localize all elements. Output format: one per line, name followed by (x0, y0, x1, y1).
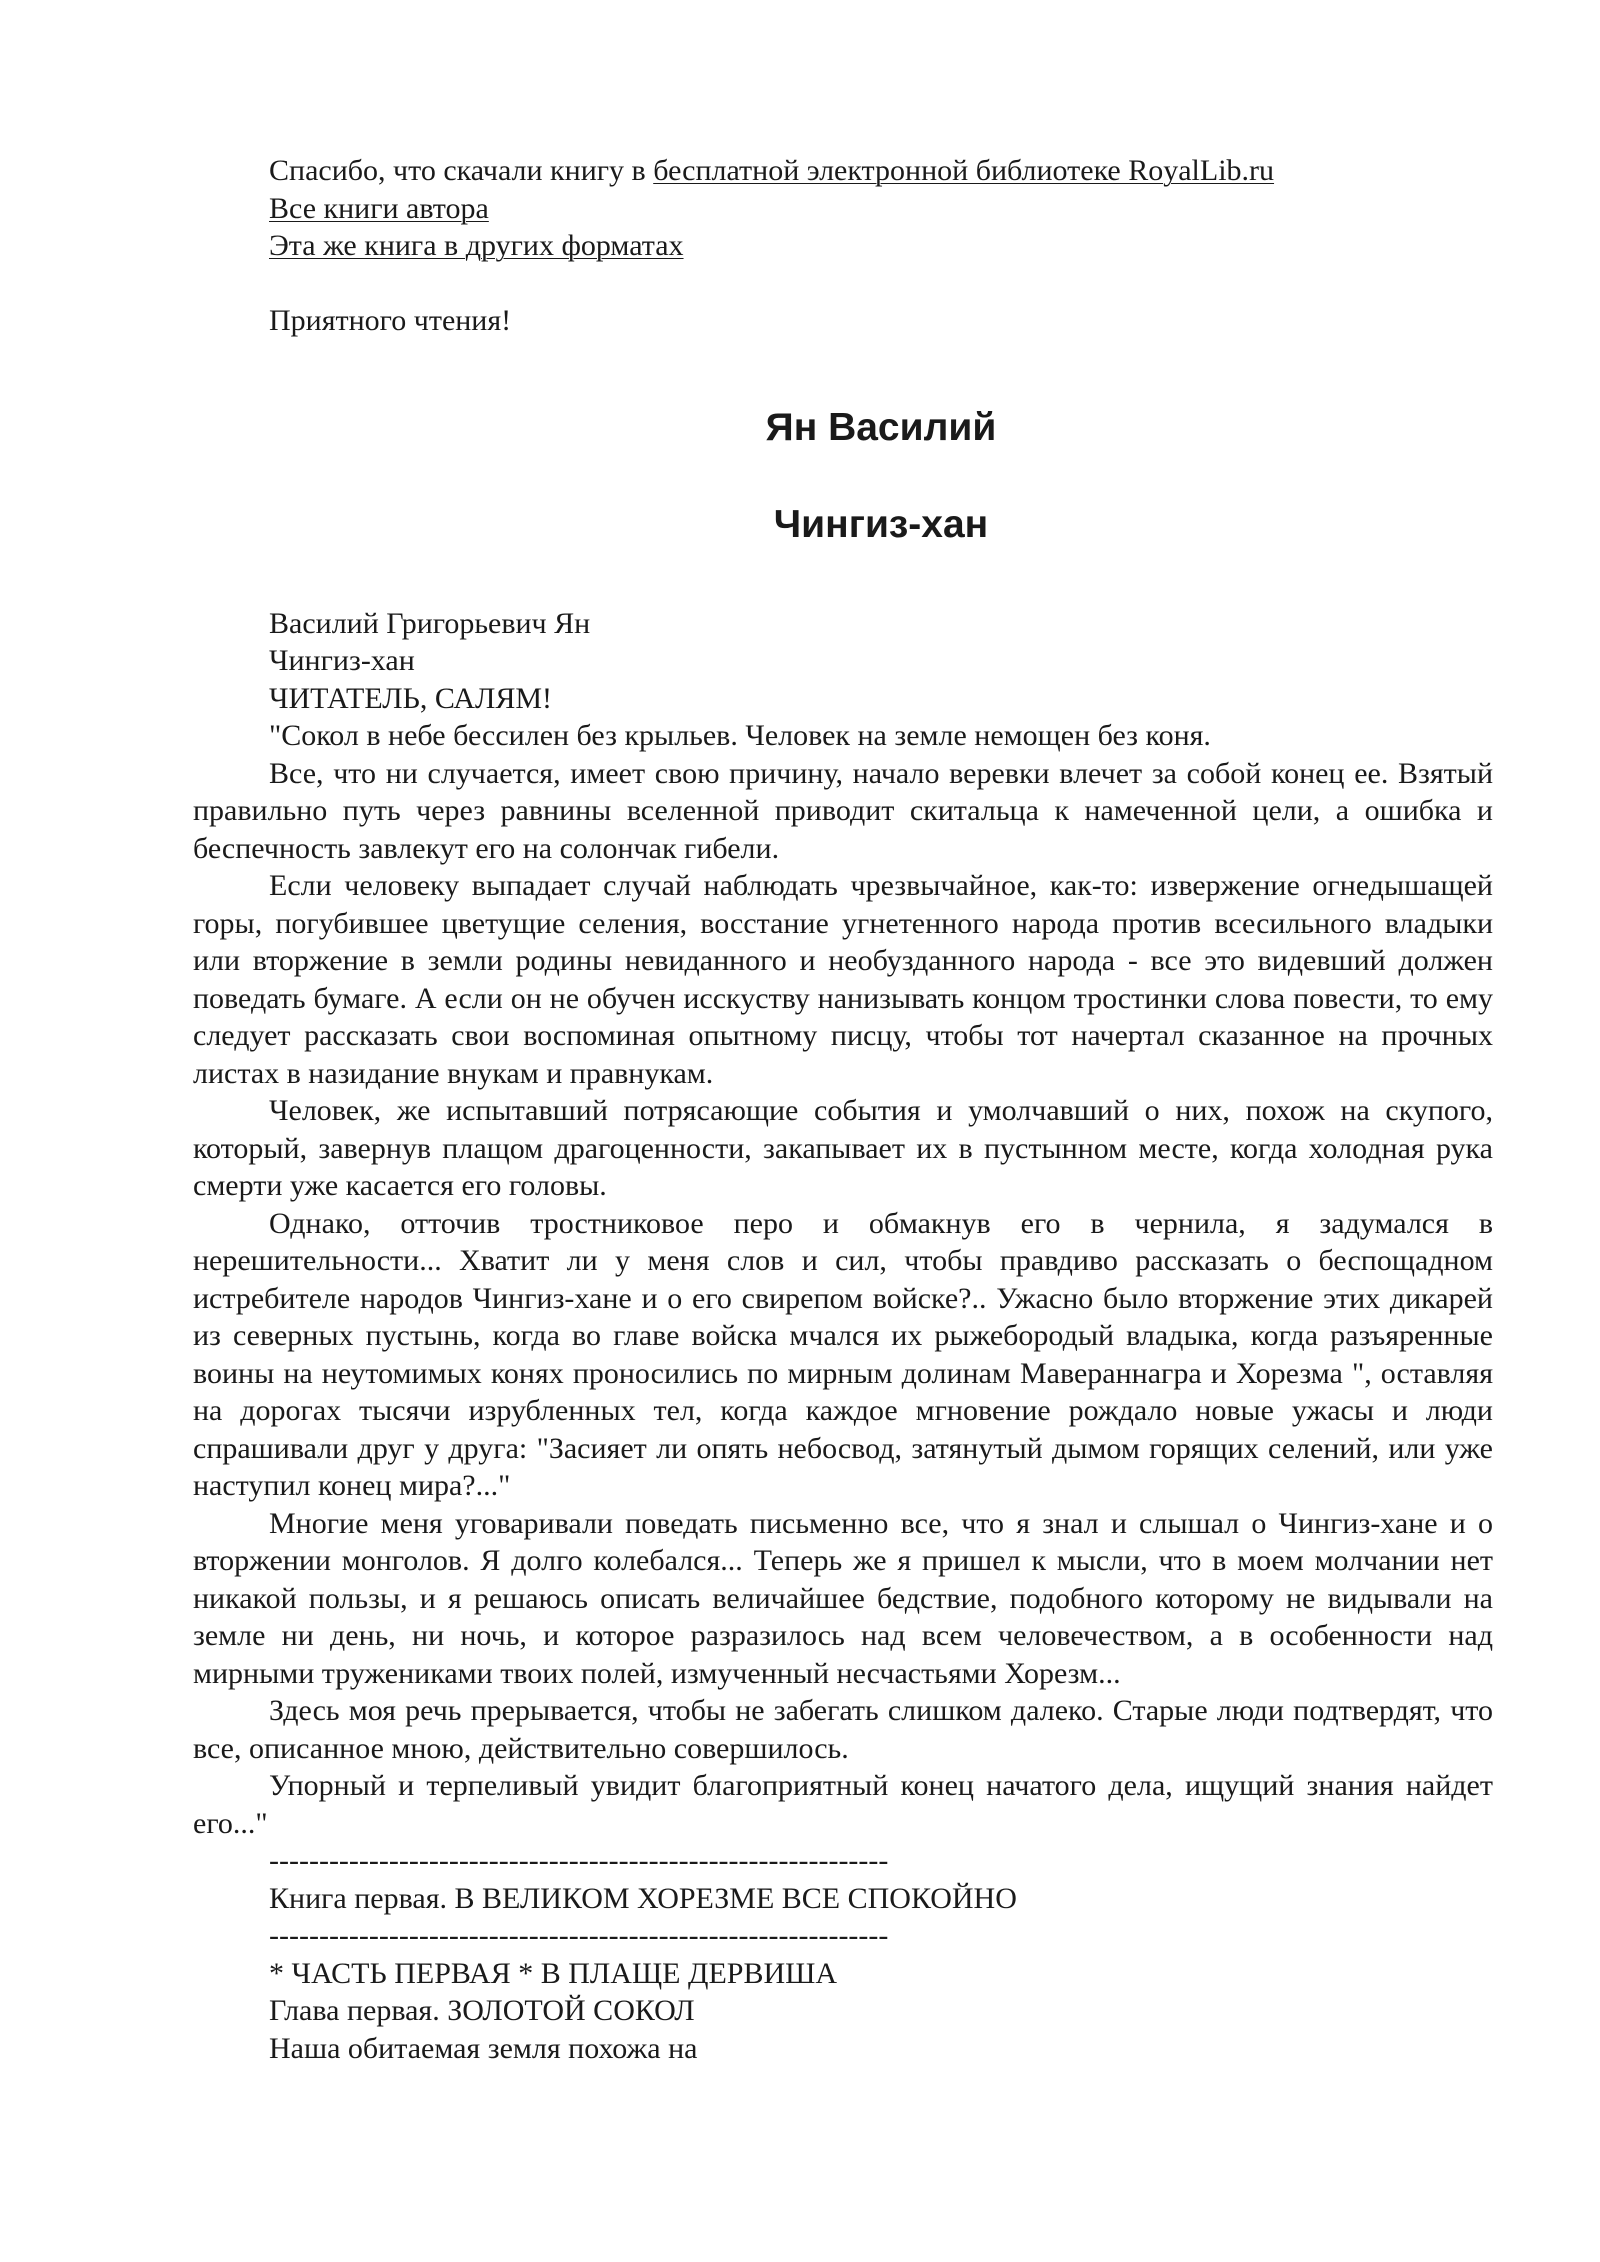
enjoy-text: Приятного чтения! (269, 304, 512, 337)
paragraph: Если человеку выпадает случай наблюдать чрезвычайное, как-то: извержение огнедышащей горы, погубившее цветущие селения, восстание угнетенного народа против всесильного владыки или вторжение в земли родины невиданного и необузданного народа - все это видевший должен поведать бумаге. А если он не обучен исскуству нанизывать концом тростинки слова повести, то ему следует рассказать свои воспоминая опытному писцу, чтобы тот начертал сказанное на прочных листах в назидание внукам и правнукам. (193, 869, 1493, 1090)
other-formats-link[interactable]: Эта же книга в других форматах (269, 229, 684, 262)
author-full-name: Василий Григорьевич Ян (269, 606, 591, 640)
page-content (193, 152, 1493, 2067)
paragraph: Человек, же испытавший потрясающие события и умолчавший о них, похож на скупого, который, завернув плащом драгоценности, закапывает их в пустынном месте, когда холодная рука смерти уже касается его головы. (193, 1094, 1493, 1202)
paragraph: Все, что ни случается, имеет свою причину, начало веревки влечет за собой конец ее. Взятый правильно путь через равнины вселенной приводит скитальца к намеченной цели, а ошибка и беспечность завлекут его на солончак гибели. (193, 756, 1493, 865)
intro-block (269, 152, 1493, 340)
author-books-link[interactable]: Все книги автора (269, 191, 489, 225)
book-title: Чингиз-хан (773, 502, 989, 546)
paragraph: "Сокол в небе бессилен без крыльев. Человек на земле немощен без коня. (269, 719, 1211, 752)
section-heading: ЧИТАТЕЛЬ, САЛЯМ! (269, 681, 553, 715)
thanks-line (269, 152, 1493, 190)
book-author: Ян Василий (765, 405, 997, 449)
paragraph: Однако, отточив тростниковое перо и обмакнув его в чернила, я задумался в нерешительности... Хватит ли у меня слов и сил, чтобы правдиво рассказать о беспощадном истребителе народов Чингиз-хане и о его свирепом войске?.. Ужасно было вторжение этих дикарей из северных пустынь, когда во главе войска мчался их рыжебородый владыка, когда разъяренные воины на неутомимых конях проносились по мирным долинам Мавераннагра и Хорезма ", оставляя на дорогах тысячи изрубленных тел, когда каждое мгновение рождало новые ужасы и люди спрашивали друг у друга: "Засияет ли опять небосвод, затянутый дымом горящих селений, или уже наступил конец мира?..." (193, 1206, 1493, 1502)
divider-line: -------------------------------------------------------------- (269, 1844, 889, 1877)
library-link[interactable]: бесплатной электронной библиотеке RoyalLib.ru (653, 154, 1275, 187)
meta-title: Чингиз-хан (269, 644, 415, 677)
last-line: Наша обитаемая земля похожа на (269, 2031, 698, 2065)
paragraph: Здесь моя речь прерывается, чтобы не забегать слишком далеко. Старые люди подтвердят, что все, описанное мною, действительно совершилось. (193, 1694, 1493, 1765)
thanks-prefix: Спасибо, что скачали книгу в (269, 154, 654, 187)
paragraph: Упорный и терпеливый увидит благоприятный конец начатого дела, ищущий знания найдет его..." (193, 1769, 1493, 1840)
divider-line: -------------------------------------------------------------- (269, 1919, 889, 1952)
meta-block (269, 605, 1493, 718)
body-text (193, 717, 1493, 1842)
chapter-start (269, 1842, 1493, 2067)
chapter-heading: Глава первая. ЗОЛОТОЙ СОКОЛ (269, 1994, 695, 2027)
spacer (269, 265, 1493, 303)
paragraph: Многие меня уговаривали поведать письменно все, что я знал и слышал о Чингиз-хане и о вторжении монголов. Я долго колебался... Теперь же я пришел к мысли, что в моем молчании нет никакой пользы, и я решаюсь описать величайшее бедствие, подобного которому не видывали на земле ни день, ни ночь, и которое разразилось над всем человечеством, а в особенности над мирными тружениками твоих полей, измученный несчастьями Хорезм... (193, 1506, 1493, 1690)
part-heading: * ЧАСТЬ ПЕРВАЯ * В ПЛАЩЕ ДЕРВИША (269, 1956, 838, 1990)
book-heading: Книга первая. В ВЕЛИКОМ ХОРЕЗМЕ ВСЕ СПОКОЙНО (269, 1881, 1017, 1915)
